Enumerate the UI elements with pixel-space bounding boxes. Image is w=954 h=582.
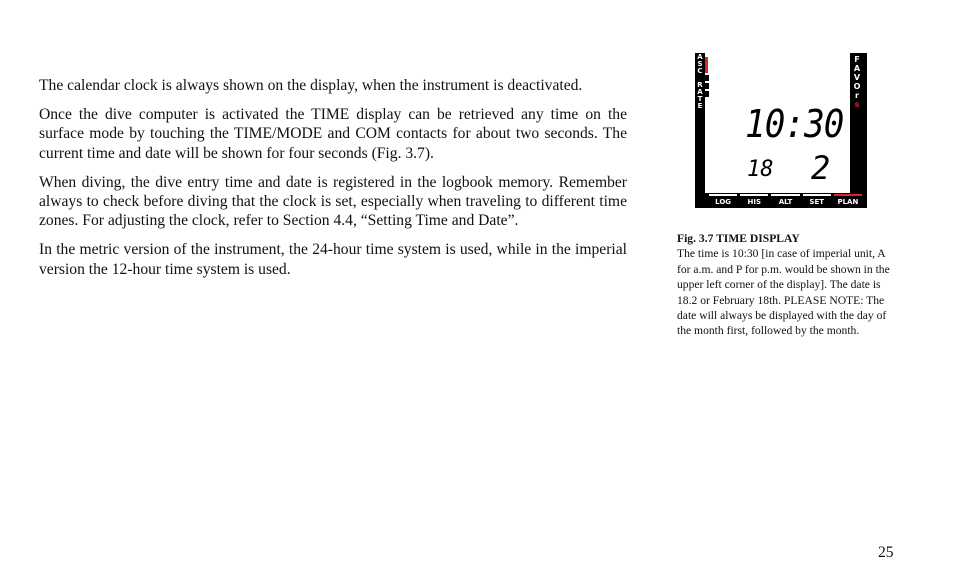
date-day-readout: 18: [747, 157, 774, 182]
asc-rate-red-segment: [705, 57, 708, 73]
paragraph-1: The calendar clock is always shown on the display, when the instrument is deactivated.: [39, 77, 583, 94]
mode-his: HIS: [740, 194, 768, 206]
paragraph-4: In the metric version of the instrument, the 24-hour time system is used, while in the imperial version the 12-hour time system is used.: [39, 241, 627, 278]
mode-bar: [709, 194, 862, 206]
caption-title: Fig. 3.7 TIME DISPLAY: [677, 232, 800, 245]
page-number: 25: [878, 544, 894, 561]
asc-rate-segment: [705, 91, 709, 97]
mode-plan: PLAN: [834, 194, 862, 206]
mode-log: LOG: [709, 194, 737, 206]
body-text: [39, 76, 627, 289]
asc-rate-segment: [705, 83, 709, 89]
paragraph-2: Once the dive computer is activated the TIME display can be retrieved any time on the surface mode by touching the TIME/MODE and COM contacts for about two seconds. The current time and date will be shown for four seconds (Fig. 3.7).: [39, 106, 627, 162]
mode-set: SET: [803, 194, 831, 206]
mode-alt: ALT: [771, 194, 799, 206]
favors-label: F A V O r s: [853, 55, 861, 109]
asc-rate-label: A S C R A T E: [697, 53, 703, 110]
figure-caption: [677, 231, 897, 339]
time-readout: 10:30: [745, 102, 844, 146]
dive-computer-display: [695, 53, 867, 208]
paragraph-3: When diving, the dive entry time and date is registered in the logbook memory. Remember always to check before diving that the clock is set, especially when traveling to different time zones. For adjusting the clock, refer to Section 4.4, “Setting Time and Date”.: [39, 173, 627, 230]
lcd-screen: [705, 53, 850, 193]
asc-rate-segment: [705, 75, 709, 81]
caption-body: The time is 10:30 [in case of imperial unit, A for a.m. and P for p.m. would be shown in the upper left corner of the display]. The date is 18.2 or February 18th. PLEASE NOTE: The date will always be displayed with the day of the month first, followed by the month.: [677, 247, 890, 338]
date-month-readout: 2: [811, 149, 831, 187]
